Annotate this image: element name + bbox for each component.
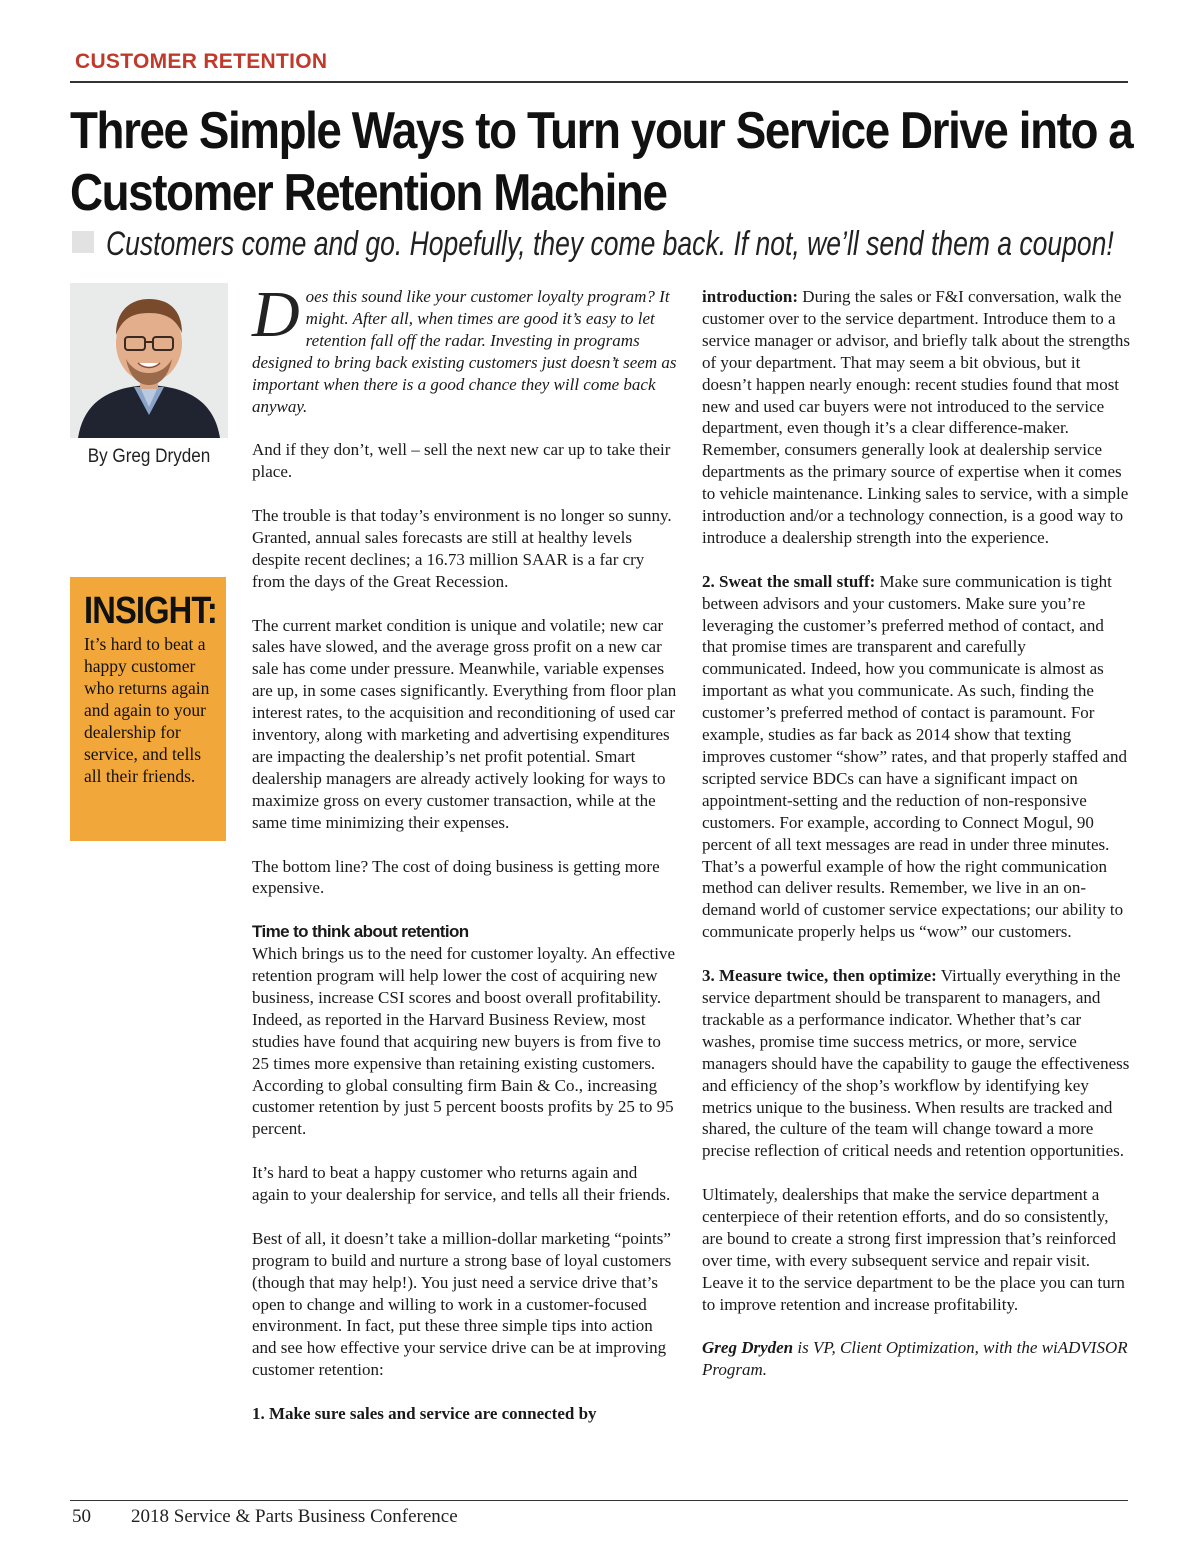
author-portrait-icon (70, 283, 228, 438)
intro-text: oes this sound like your customer loyalty program? It might. After all, when times are good it’s easy to let retention fall off the radar. Investing in programs designed to bring back existing customers just doesn’t seem as important when there is a good chance they will come back anyway. (252, 287, 677, 416)
article-column-1 (252, 278, 677, 1447)
top-rule (70, 81, 1128, 83)
section-label: CUSTOMER RETENTION (75, 50, 328, 73)
headline-line-2: Customer Retention Machine (70, 164, 667, 222)
bio-name: Greg Dryden (702, 1338, 794, 1358)
retention-section (252, 921, 677, 1140)
tip-1-lead: 1. Make sure sales and service are connected by (252, 1404, 597, 1424)
tip-2-paragraph (702, 571, 1130, 943)
article-deck: Customers come and go. Hopefully, they come back. If not, we’ll send them a coupon! (106, 225, 1114, 263)
intro-paragraph (252, 278, 677, 417)
headline-line-1: Three Simple Ways to Turn your Service Drive into a (70, 102, 1133, 160)
body-paragraph: And if they don’t, well – sell the next new car up to take their place. (252, 440, 671, 482)
body-paragraph: The current market condition is unique and volatile; new car sales have slowed, and the average gross profit on a new car sale has come under pressure. Meanwhile, variable expenses are up, in some cases significantly. Everything from floor plan interest rates, to the acquisition and reconditioning of used car inventory, along with marketing and advertising expenditures are impacting the dealership’s net profit potential. Smart dealership managers are already actively looking for ways to maximize gross on every customer transaction, while at the same time minimizing their expenses. (252, 615, 677, 832)
author-bio (702, 1337, 1130, 1381)
tip-1-paragraph (252, 1403, 677, 1425)
tip-3-text: Virtually everything in the service department should be transparent to managers, and trackable as a performance indicator. Whether that’s car washes, promise time success metrics, or more, service managers should have the capability to gauge the effectiveness and efficiency of the shop’s workflow by identifying key metrics unique to the business. When results are tracked and shared, the culture of the team will change toward a more precise reflection of critical needs and retention opportunities. (702, 966, 1130, 1161)
tip-2-lead: 2. Sweat the small stuff: (702, 571, 876, 591)
section-subhead: Time to think about retention (252, 922, 469, 942)
tip-1-lead-cont: introduction: (702, 287, 799, 306)
body-paragraph: The bottom line? The cost of doing business is getting more expensive. (252, 856, 660, 898)
insight-box (70, 577, 226, 841)
article-column-2 (702, 286, 1130, 1403)
closing-paragraph: Ultimately, dealerships that make the service department a centerpiece of their retention efforts, and do so consistently, are bound to create a strong first impression that’s reinforced over time, with every subsequent service and repair visit. Leave it to the service department to be the place you can turn to improve retention and increase profitability. (702, 1185, 1125, 1314)
deck-square-icon (72, 231, 94, 253)
tip-2-text: Make sure communication is tight between advisors and your customers. Make sure you’re leveraging the customer’s preferred method of contact, and that promise times are transparent and carefully communicated. Indeed, how you communicate is almost as important as what you communicate. As such, finding the customer’s preferred method of contact is paramount. For example, studies as far back as 2014 show that texting improves customer “show” rates, and that properly staffed and scripted service BDCs can have a significant impact on appointment-setting and the reduction of non-responsive customers. For example, according to Connect Mogul, 90 percent of all text messages are read in under three minutes. That’s a powerful example of how the right communication method can deliver results. Remember, we live in an on-demand world of customer service expectations; our ability to communicate properly helps us “wow” our customers. (702, 571, 1128, 942)
body-paragraph: The trouble is that today’s environment is no longer so sunny. Granted, annual sales forecasts are still at healthy levels despite recent declines; a 16.73 million SAAR is a far cry from the days of the Great Recession. (252, 506, 672, 591)
page-number: 50 (72, 1506, 91, 1527)
body-paragraph: Which brings us to the need for customer loyalty. An effective retention program will help lower the cost of acquiring new business, increase CSI scores and boost overall profitability. Indeed, as reported in the Harvard Business Review, most studies have found that acquiring new buyers is from five to 25 times more expensive than retaining existing customers. According to global consulting firm Bain & Co., increasing customer retention by just 5 percent boosts profits by 25 to 95 percent. (252, 944, 675, 1139)
body-paragraph: It’s hard to beat a happy customer who returns again and again to your dealership for service, and tells all their friends. (252, 1163, 671, 1205)
drop-cap: D (252, 278, 300, 351)
article-headline (70, 100, 1133, 224)
author-photo (70, 283, 228, 438)
bio-text: is VP, Client Optimization, with the wiADVISOR Program. (702, 1338, 1128, 1380)
tip-3-paragraph (702, 965, 1130, 1162)
footer-rule (70, 1500, 1128, 1501)
tip-1-text: During the sales or F&I conversation, walk the customer over to the service department. Introduce them to a service manager or advisor, and briefly talk about the strengths of your department. That may seem a bit obvious, but it doesn’t happen nearly enough: recent studies found that most new and used car buyers were not introduced to the service department, even though it’s a clear difference-maker. Remember, consumers generally look at dealership service departments as the primary source of expertise when it comes to vehicle maintenance. Linking sales to service, with a simple introduction and/or a technology connection, is a good way to introduce a dealership strength into the experience. (702, 287, 1130, 547)
author-byline: By Greg Dryden (87, 446, 211, 467)
publication-name: 2018 Service & Parts Business Conference (131, 1506, 458, 1527)
body-paragraph: Best of all, it doesn’t take a million-dollar marketing “points” program to build and nurture a strong base of loyal customers (though that may help!). You just need a service drive that’s open to change and willing to work in a customer-focused environment. In fact, put these three simple tips into action and see how effective your service drive can be at improving customer retention: (252, 1228, 672, 1380)
tip-1-paragraph-cont (702, 286, 1130, 549)
tip-3-lead: 3. Measure twice, then optimize: (702, 966, 937, 986)
insight-title: INSIGHT: (84, 590, 217, 632)
insight-text: It’s hard to beat a happy customer who returns again and again to your dealership for service, and tells all their friends. (84, 634, 210, 786)
